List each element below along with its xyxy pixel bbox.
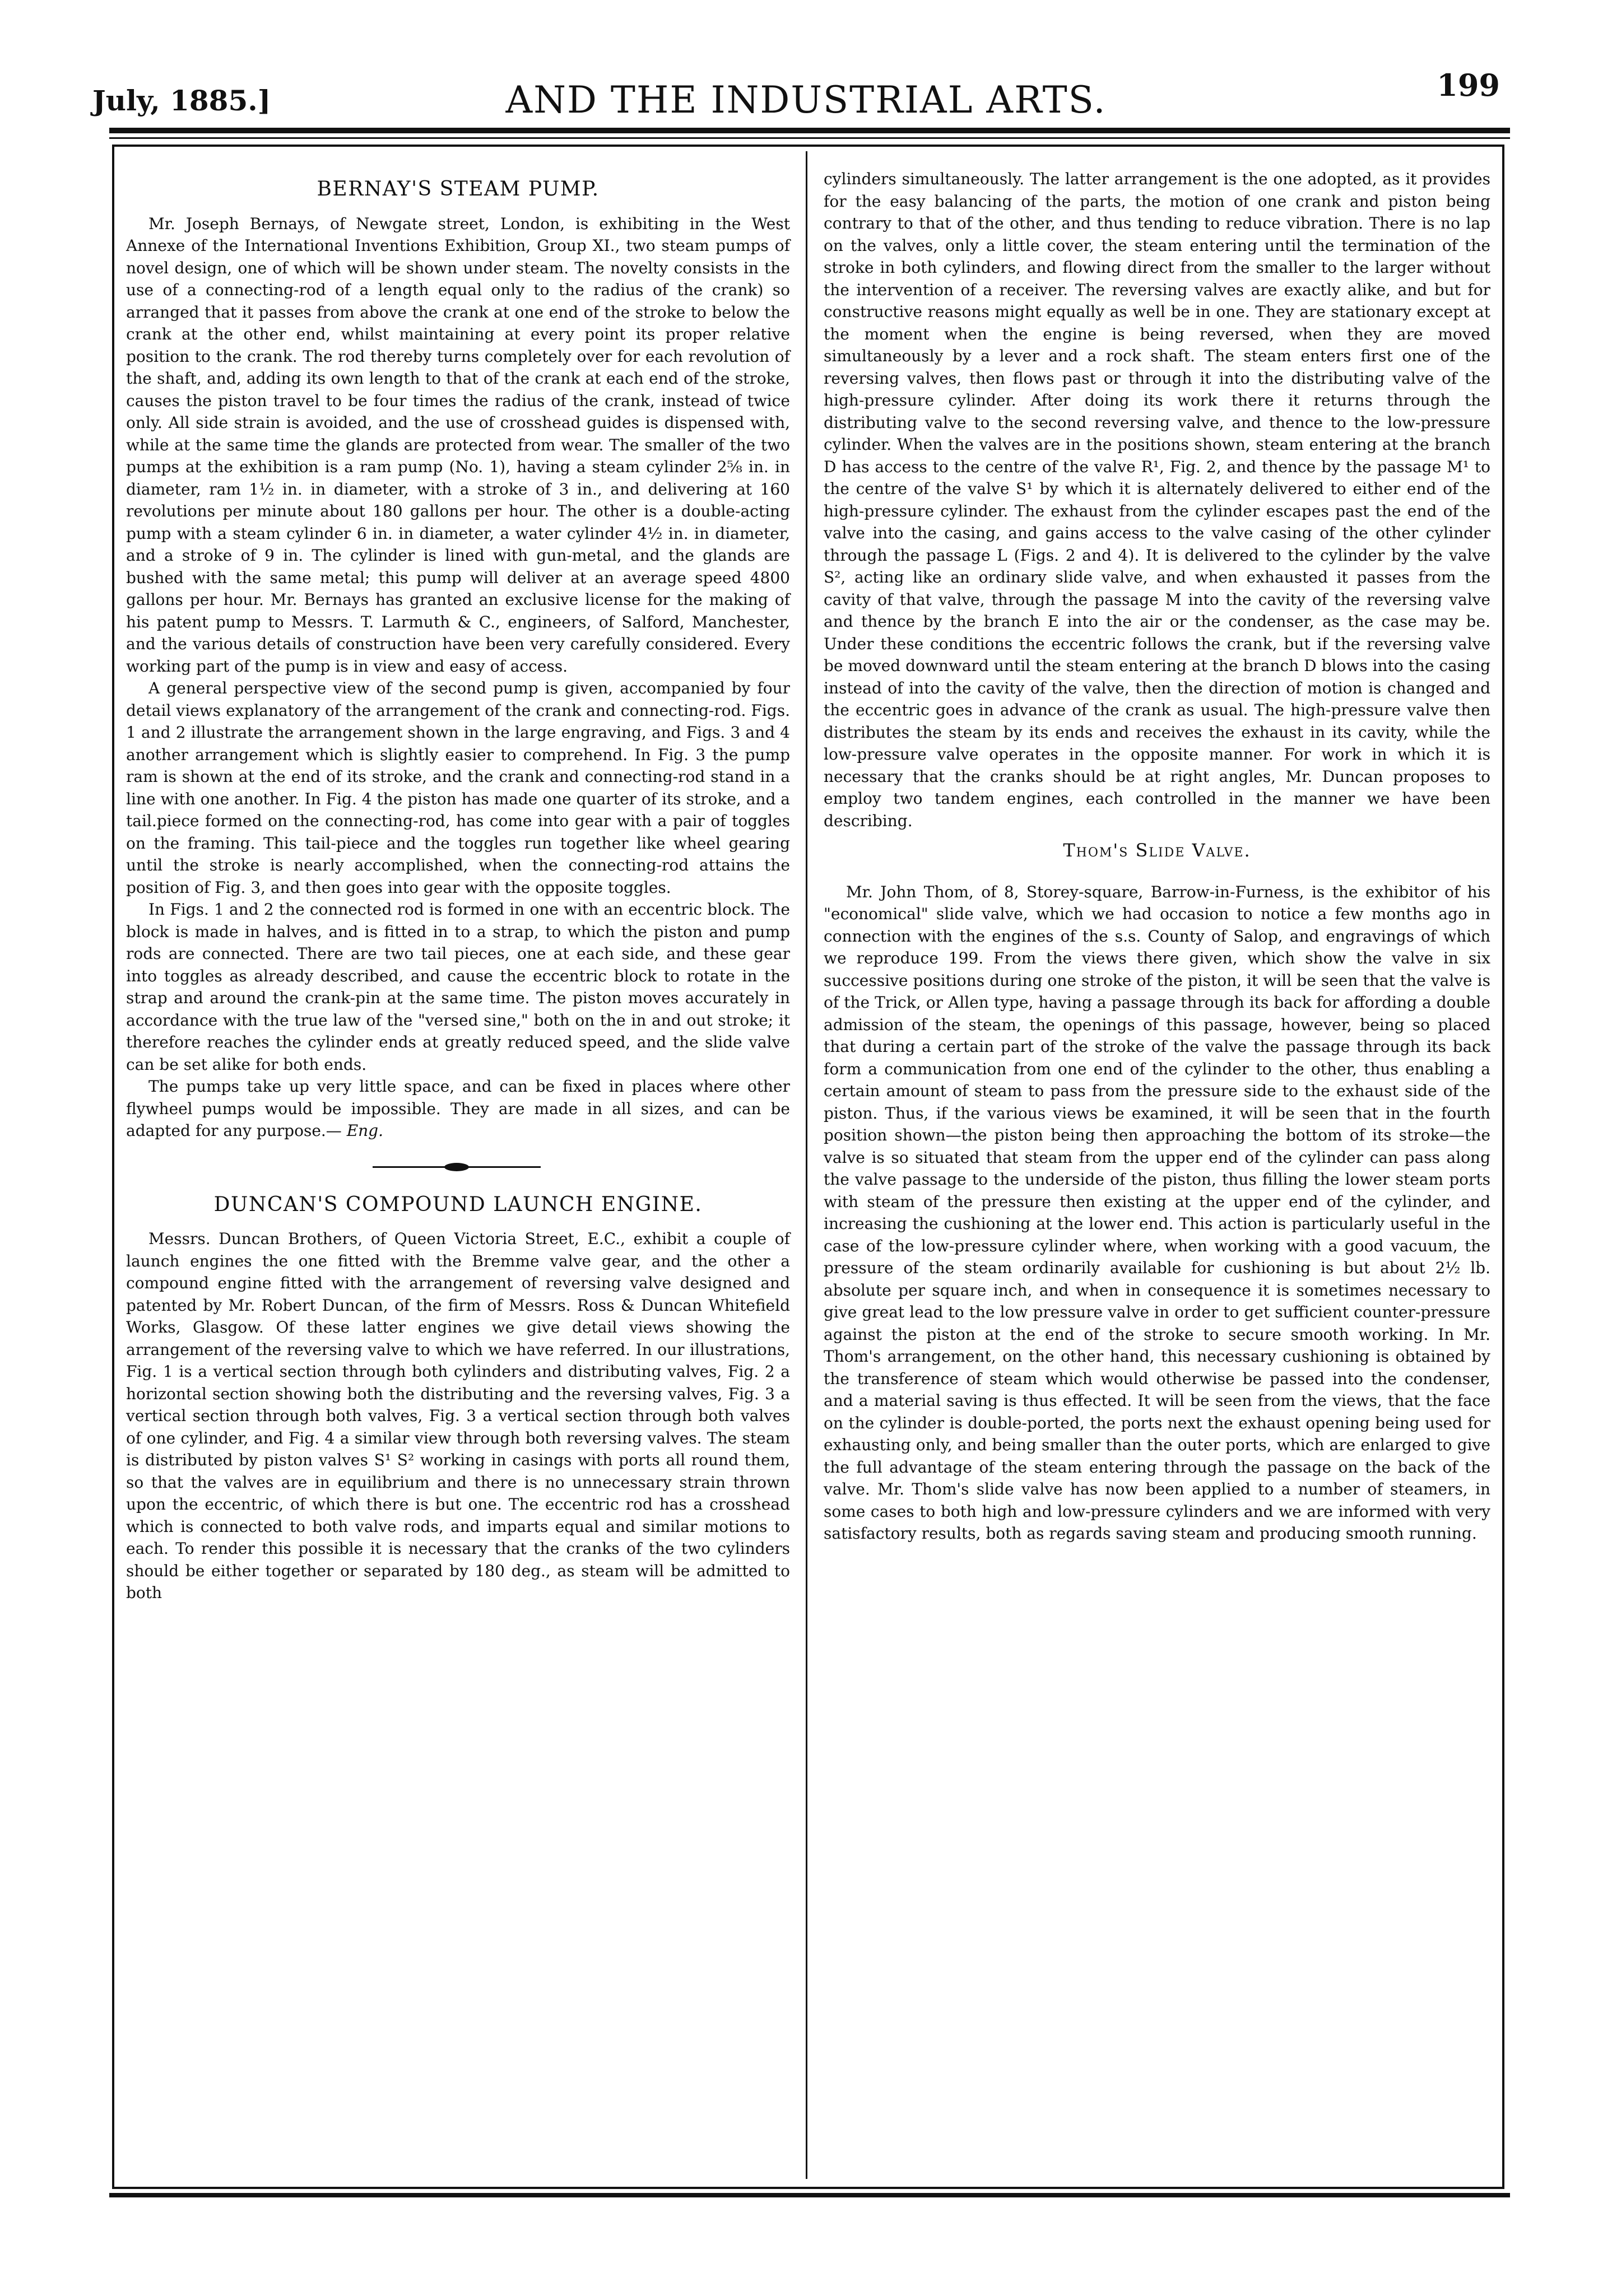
article-paragraph bbox=[126, 1075, 790, 1142]
left-column bbox=[126, 168, 790, 1604]
running-title: AND THE INDUSTRIAL ARTS. bbox=[505, 78, 1107, 122]
article-paragraph: Mr. Joseph Bernays, of Newgate street, London, is exhibiting in the West Annexe of the International Inventions Exhibition, Group XI., two steam pumps of novel design, one of which will be shown under steam. The novelty consists in the use of a connecting-rod of a length equal only to the radius of the crank) so arranged that it passes from above the crank at one end of the stroke to below the crank at the other end, whilst maintaining at every point its proper relative position to the crank. The rod thereby turns completely over for each revolution of the shaft, and, adding its own length to that of the crank at each end of the stroke, causes the piston travel to be four times the radius of the crank, instead of twice only. All side strain is avoided, and the use of crosshead guides is dispensed with, while at the same time the glands are protected from wear. The smaller of the two pumps at the exhibition is a ram pump (No. 1), having a steam cylinder 2⅝ in. in diameter, ram 1½ in. in diameter, with a stroke of 3 in., and delivering at 160 revolutions per minute about 180 gallons per hour. The other is a double-acting pump with a steam cylinder 6 in. in diameter, a water cylinder 4½ in. in diameter, and a stroke of 9 in. The cylinder is lined with gun-metal, and the glands are bushed with the same metal; this pump will deliver at an average speed 4800 gallons per hour. Mr. Bernays has granted an exclusive license for the making of his patent pump to Messrs. T. Larmuth & C., engineers, of Salford, Manchester, and the various details of construction have been very carefully considered. Every working part of the pump is in view and easy of access. bbox=[126, 214, 790, 676]
article-paragraph: In Figs. 1 and 2 the connected rod is formed in one with an eccentric block. The block is made in halves, and is fitted in to a strap, to which the piston and pump rods are connected. There are two tail pieces, one at each side, and these gear into toggles as already described, and cause the eccentric block to rotate in the strap and around the crank-pin at the same time. The piston moves accurately in accordance with the true law of the "versed sine," both on the in and out stroke; it therefore reaches the cylinder ends at greatly reduced speed, and the slide valve can be set alike for both ends. bbox=[126, 900, 790, 1074]
article-continuation: cylinders simultaneously. The latter arrangement is the one adopted, as it provides for the easy balancing of the parts, the motion of one crank and piston being contrary to that of the other, and thus tending to reduce vibration. There is no lap on the valves, only a little cover, the steam entering until the termination of the stroke in both cylinders, and flowing direct from the smaller to the larger without the intervention of a receiver. The reversing valves are exactly alike, and but for constructive reasons might equally as well be in one. They are stationary except at the moment when the engine is being reversed, when they are moved simultaneously by a lever and a rock shaft. The steam enters first one of the reversing valves, then flows past or through it into the distributing valve of the high-pressure cylinder. After doing its work there it returns through the distributing valve to the second reversing valve, and thence to the low-pressure cylinder. When the valves are in the positions shown, steam entering at the branch D has access to the centre of the valve R¹, Fig. 2, and thence by the passage M¹ to the centre of the valve S¹ by which it is alternately delivered to either end of the high-pressure cylinder. The exhaust from the cylinder escapes past the end of the valve into the casing, and gains access to the valve casing of the other cylinder through the passage L (Figs. 2 and 4). It is delivered to the cylinder by the valve S², acting like an ordinary slide valve, and when exhausted it passes from the cavity of that valve, through the passage M into the cavity of the reversing valve and thence by the branch E into the air or the condenser, as the case may be. Under these conditions the eccentric follows the crank, but if the reversing valve be moved downward until the steam entering at the branch D blows into the casing instead of into the cavity of the valve, then the direction of motion is changed and the eccentric goes in advance of the crank as usual. The high-pressure valve then distributes the steam by its ends and receives the exhaust in its cavity, while the low-pressure valve operates in the opposite manner. For work in which it is necessary that the cranks should be at right angles, Mr. Duncan proposes to employ two tandem engines, each controlled in the manner we have been describing. bbox=[824, 170, 1490, 830]
article-paragraph: Messrs. Duncan Brothers, of Queen Victoria Street, E.C., exhibit a couple of launch engines the one fitted with the Bremme valve gear, and the other a compound engine fitted with the arrangement of reversing valve designed and patented by Mr. Robert Duncan, of the firm of Messrs. Ross & Duncan Whitefield Works, Glasgow. Of these latter engines we give detail views showing the arrangement of the reversing valve to which we have referred. In our illustrations, Fig. 1 is a vertical section through both cylinders and distributing valves, Fig. 2 a horizontal section showing both the distributing and the reversing valves, Fig. 3 a vertical section through both valves, Fig. 3 a vertical section through both valves of one cylinder, and Fig. 4 a similar view through both reversing valves. The steam is distributed by piston valves S¹ S² working in casings with ports all round them, so that the valves are in equilibrium and there is no unnecessary strain thrown upon the eccentric, of which there is but one. The eccentric rod has a crosshead which is connected to both valve rods, and imparts equal and similar motions to each. To render this possible it is necessary that the cranks of the two cylinders should be either together or separated by 180 deg., as steam will be admitted to both bbox=[126, 1229, 790, 1602]
article-title-bernays: BERNAY'S STEAM PUMP. bbox=[317, 178, 600, 201]
column-divider bbox=[806, 151, 807, 2179]
article-title-duncan: DUNCAN'S COMPOUND LAUNCH ENGINE. bbox=[213, 1193, 703, 1216]
header-date: July, 1885.] bbox=[92, 84, 271, 117]
article-paragraph: A general perspective view of the second pump is given, accompanied by four detail views explanatory of the arrangement of the crank and connecting-rod. Figs. 1 and 2 illustrate the arrangement shown in the large engraving, and Figs. 3 and 4 another arrangement which is slightly easier to comprehend. In Fig. 3 the pump ram is shown at the end of its stroke, and the crank and connecting-rod stand in a line with one another. In Fig. 4 the piston has made one quarter of its stroke, and a tail.piece formed on the connecting-rod, has come into gear with a pair of toggles on the framing. This tail-piece and the toggles run together like wheel gearing until the stroke is nearly accomplished, when the connecting-rod attains the position of Fig. 3, and then goes into gear with the opposite toggles. bbox=[126, 679, 790, 897]
section-title-thom: Thom's Slide Valve. bbox=[1063, 840, 1251, 861]
page-header bbox=[0, 0, 1612, 134]
right-column bbox=[824, 168, 1490, 1545]
bottom-rule bbox=[109, 2193, 1510, 2197]
top-thin-rule bbox=[109, 137, 1510, 139]
section-ornament bbox=[126, 1161, 790, 1172]
article-paragraph-text: The pumps take up very little space, and can be fixed in places where other flywheel pumps would be impossible. They are made in all sizes, and can be adapted for any purpose.— bbox=[126, 1077, 790, 1140]
top-thick-rule bbox=[109, 128, 1510, 133]
source-credit: Eng. bbox=[346, 1121, 383, 1140]
page-number: 199 bbox=[1437, 67, 1500, 103]
article-paragraph: Mr. John Thom, of 8, Storey-square, Barrow-in-Furness, is the exhibitor of his "economical" slide valve, which we had occasion to notice a few months ago in connection with the engines of the s.s. County of Salop, and engravings of which we reproduce 199. From the views there given, which show the valve in six successive positions during one stroke of the piston, it will be seen that the valve is of the Trick, or Allen type, having a passage through its back for affording a double admission of the steam, the openings of this passage, however, being so placed that during a certain part of the stroke of the valve the passage through its back form a communication from one end of the cylinder to the other, thus enabling a certain amount of steam to pass from the pressure side to the exhaust side of the piston. Thus, if the various views be examined, it will be seen that in the fourth position shown—the piston being then approaching the bottom of its stroke—the valve is so situated that steam from the upper end of the cylinder can pass along the valve passage to the underside of the piston, thus filling the lower steam ports with steam of the pressure then existing at the upper end of the cylinder, and increasing the cushioning at the lower end. This action is particularly useful in the case of the low-pressure cylinder where, when working with a good vacuum, the pressure of the steam ordinarily available for cushioning is but about 2½ lb. absolute per square inch, and when in consequence it is sometimes necessary to give great lead to the low pressure valve in order to get sufficient counter-pressure against the piston at the end of the stroke to secure smooth working. In Mr. Thom's arrangement, on the other hand, this necessary cushioning is obtained by the transference of steam which would otherwise be passed into the condenser, and a material saving is thus effected. It will be seen from the views, that the face on the cylinder is double-ported, the ports next the exhaust opening being used for exhausting only, and being smaller than the outer ports, which are enlarged to give the full advantage of the steam entering through the passage on the back of the valve. Mr. Thom's slide valve has now been applied to a number of steamers, in some cases to both high and low-pressure cylinders and we are informed with very satisfactory results, both as regards saving steam and producing smooth running. bbox=[824, 882, 1490, 1543]
